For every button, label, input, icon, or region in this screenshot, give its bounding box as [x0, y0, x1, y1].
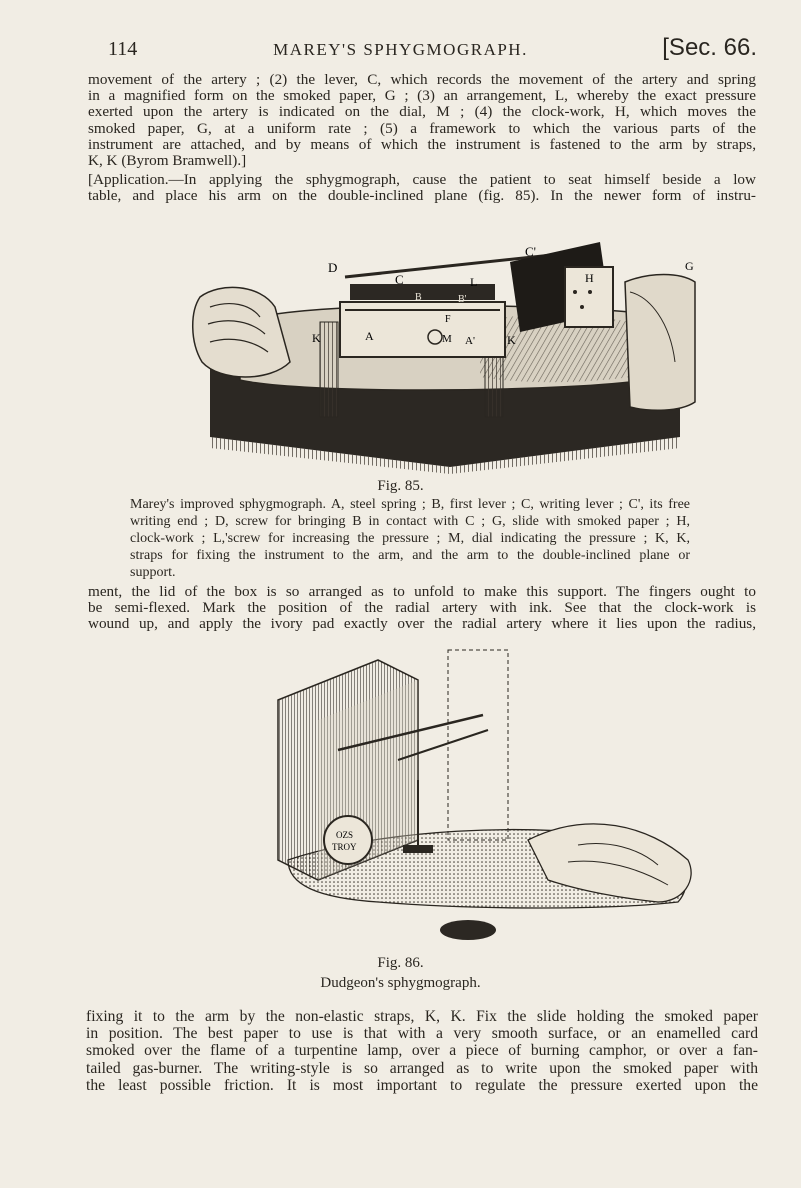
figure-85-illustration: [180, 212, 700, 474]
text-line: the least possible friction. It is most important to regulate the pressure exerted upon the: [86, 1076, 758, 1094]
paragraph-3: [88, 584, 756, 633]
page-number: 114: [108, 38, 138, 60]
caption-line: support.: [130, 565, 176, 580]
text-line: [Application.—In applying the sphygmograph, cause the patient to seat himself beside a low: [88, 172, 756, 188]
figure-86-title: Fig. 86.: [377, 955, 424, 971]
section-label: [Sec. 66.: [662, 34, 757, 61]
label-a-prime: A': [465, 335, 475, 347]
clock-dot: [580, 305, 584, 309]
hand: [193, 287, 290, 377]
paragraph-1: [88, 72, 756, 169]
label-c: C: [395, 272, 404, 287]
text-line: K, K (Byrom Bramwell).]: [88, 152, 247, 169]
caption-line: clock-work ; L,'screw for increasing the pressure ; M, dial indicating the pressure ; K, K,: [130, 531, 690, 546]
text-line: fixing it to the arm by the non-elastic straps, K, K. Fix the slide holding the smoked paper: [86, 1008, 758, 1025]
text-line: exerted upon the artery is indicated on the dial, M ; (4) the clock-work, H, which moves the: [88, 104, 756, 121]
figure-86-subtitle: Dudgeon's sphygmograph.: [320, 975, 481, 991]
label-a: A: [365, 329, 374, 343]
text-line: in position. The best paper to use is that with a very smooth surface, or an enamelled card: [86, 1025, 758, 1043]
label-g: G: [685, 259, 694, 273]
label-k-right: K: [507, 333, 516, 347]
label-b: B: [415, 292, 422, 303]
label-d: D: [328, 260, 338, 275]
text-line: smoked over the flame of a turpentine lamp, over a piece of burning camphor, or over a fan-: [86, 1042, 758, 1060]
upper-arm: [625, 275, 695, 411]
text-line: movement of the artery ; (2) the lever, C, which records the movement of the artery and spring: [88, 72, 756, 88]
paragraph-2: [88, 172, 756, 204]
figure-85-caption: [130, 496, 690, 581]
label-l: L: [470, 275, 478, 289]
text-line: instrument are attached, and by means of which the instrument is fastened to the arm by straps,: [88, 136, 756, 153]
dashed-frame: [448, 650, 508, 840]
clock-dot: [588, 290, 592, 294]
pressure-dial: [324, 816, 372, 864]
label-b-prime: B': [458, 294, 467, 305]
figure-86-illustration: [228, 640, 708, 950]
caption-line: straps for fixing the instrument to the arm, and the arm to the double-inclined plane or: [130, 548, 690, 563]
figure-85-title: Fig. 85.: [377, 478, 424, 494]
text-line: table, and place his arm on the double-inclined plane (fig. 85). In the newer form of instru-: [88, 188, 756, 205]
text-line: ment, the lid of the box is so arranged as to unfold to make this support. The fingers ought to: [88, 584, 756, 600]
clock-dot: [573, 290, 577, 294]
screw-wheel: [440, 920, 496, 940]
label-k-left: K: [312, 331, 321, 345]
caption-line: Marey's improved sphygmograph. A, steel spring ; B, first lever ; C, writing lever ; C', its free: [130, 497, 690, 512]
text-line: smoked paper, G, at a uniform rate ; (5) a framework to which the various parts of the: [88, 120, 756, 137]
caption-line: writing end ; D, screw for bringing B in contact with C ; G, slide with smoked paper ; H,: [130, 514, 690, 529]
text-line: in a magnified form on the smoked paper, G ; (3) an arrangement, L, whereby the exact pressure: [88, 88, 756, 105]
label-h: H: [585, 271, 594, 285]
page-header: [0, 26, 801, 66]
text-line: tailed gas-burner. The writing-style is so arranged as to write upon the smoked paper with: [86, 1059, 758, 1077]
dial-text: OZS: [336, 830, 354, 840]
label-f: F: [445, 314, 451, 325]
text-line: be semi-flexed. Mark the position of the radial artery with ink. See that the clock-work is: [88, 600, 756, 617]
running-title: MAREY'S SPHYGMOGRAPH.: [273, 40, 528, 59]
strap-k-left: [320, 322, 338, 417]
label-c-prime: C': [525, 244, 537, 259]
text-line: wound up, and apply the ivory pad exactly over the radial artery where it lies upon the radius,: [88, 616, 756, 633]
ivory-pad: [403, 845, 433, 853]
dial-text-2: TROY: [332, 842, 357, 852]
label-m: M: [442, 333, 452, 345]
paragraph-4: [86, 1008, 758, 1094]
